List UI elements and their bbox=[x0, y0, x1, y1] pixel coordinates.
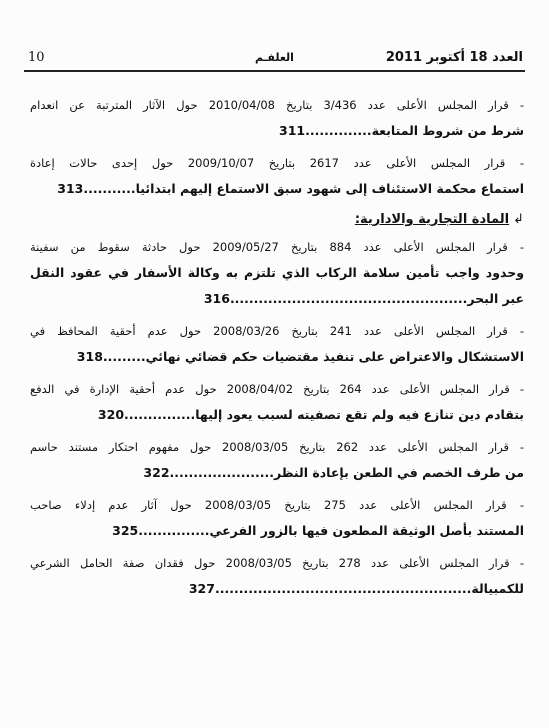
toc-entry-text: - قرار المجلس الأعلى عدد 241 بتاريخ 2008/03/26 حول عدم أحقية المحافظ في bbox=[30, 324, 524, 338]
toc-entry bbox=[30, 318, 524, 370]
toc-page-number: 322 bbox=[143, 465, 170, 480]
toc-entry-line bbox=[30, 92, 524, 118]
toc-entry-line bbox=[30, 286, 524, 312]
toc-entry-line bbox=[30, 402, 524, 428]
toc-entry-text: - قرار المجلس الأعلى عدد 278 بتاريخ 2008/03/05 حول فقدان صفة الحامل الشرعي bbox=[30, 556, 524, 570]
toc-entry-line bbox=[30, 460, 524, 486]
toc-entry-text: - قرار المجلس الأعلى عدد 2617 بتاريخ 2009/10/07 حول إحدى حالات إعادة bbox=[30, 156, 525, 170]
toc-page-number: 311 bbox=[279, 123, 306, 138]
toc-entry-line bbox=[30, 576, 524, 602]
toc-entry-text: للكمبيالة...................................................... bbox=[214, 581, 524, 596]
toc-entry bbox=[30, 376, 524, 428]
toc-entry-line bbox=[30, 260, 524, 286]
toc-entry-line bbox=[30, 118, 524, 144]
toc-entry-text: وحدود واجب تأمين سلامة الركاب الذي تلتزم به وكالة الأسفار في عقود النقل bbox=[30, 265, 524, 280]
toc-entry-line bbox=[30, 234, 524, 260]
toc-entry-text: المستند بأصل الوثيقة المطعون فيها بالزور الفرعي............... bbox=[138, 523, 524, 538]
toc-entry-line bbox=[30, 492, 524, 518]
toc-page-number: 320 bbox=[97, 407, 125, 422]
toc-entry bbox=[30, 434, 524, 486]
toc-entry-text: شرط من شروط المتابعة.............. bbox=[305, 123, 524, 138]
toc-entry bbox=[30, 92, 524, 144]
page-header bbox=[24, 48, 525, 72]
toc-page-number: 318 bbox=[76, 349, 103, 364]
section-title bbox=[30, 208, 524, 232]
toc-entry-line bbox=[30, 318, 524, 344]
toc-entry bbox=[30, 234, 524, 312]
toc-page-number: 316 bbox=[203, 291, 230, 306]
toc-entry bbox=[30, 150, 524, 202]
toc-entry-text: عبر البحر.................................................. bbox=[229, 291, 524, 306]
toc-entry-text: من طرف الخصم في الطعن بإعادة النظر...................... bbox=[169, 465, 524, 480]
toc-entry-line bbox=[30, 344, 524, 370]
toc-group-criminal bbox=[30, 92, 524, 202]
toc-page-number: 313 bbox=[57, 181, 84, 196]
journal-title: العلفـم bbox=[255, 51, 294, 64]
toc-entry-text: - قرار المجلس الأعلى عدد 884 بتاريخ 2009/05/27 حول حادثة سقوط من سفينة bbox=[30, 240, 524, 254]
section-title-text: المادة التجارية والادارية: bbox=[354, 212, 510, 227]
toc-page-number: 327 bbox=[188, 581, 215, 596]
arrow-bullet-icon: ↲ bbox=[513, 212, 524, 227]
toc-entry-line bbox=[30, 550, 524, 576]
toc-entry-text: - قرار المجلس الأعلى عدد 275 بتاريخ 2008/03/05 حول آثار عدم إدلاء صاحب bbox=[30, 498, 524, 512]
toc-group-commercial bbox=[30, 234, 524, 602]
toc-entry-line bbox=[30, 176, 524, 202]
toc-entry-text: - قرار المجلس الأعلى عدد 264 بتاريخ 2008/04/02 حول عدم أحقية الإدارة في الدفع bbox=[30, 382, 524, 396]
toc-entry bbox=[30, 492, 524, 544]
toc-entry-text: - قرار المجلس الأعلى عدد 3/436 بتاريخ 2010/04/08 حول الآثار المترتبة عن انعدام bbox=[30, 98, 524, 112]
toc-content bbox=[30, 92, 524, 608]
toc-entry-line bbox=[30, 376, 524, 402]
toc-entry-line bbox=[30, 150, 524, 176]
page-number: 10 bbox=[28, 50, 45, 65]
toc-entry bbox=[30, 550, 524, 602]
toc-entry-text: الاستشكال والاعتراض على تنفيذ مقتضيات حكم قضائي نهائي......... bbox=[102, 349, 524, 364]
toc-entry-text: بتقادم دين تنازع فيه ولم تقع تصفيته لسبب يعود إليها............... bbox=[124, 407, 524, 422]
toc-entry-line bbox=[30, 434, 524, 460]
issue-label: العدد 18 أكتوبر 2011 bbox=[385, 50, 523, 65]
toc-page-number: 325 bbox=[112, 523, 139, 538]
toc-entry-text: - قرار المجلس الأعلى عدد 262 بتاريخ 2008/03/05 حول مفهوم احتكار مستند حاسم bbox=[30, 440, 524, 454]
toc-entry-line bbox=[30, 518, 524, 544]
toc-entry-text: استماع محكمة الاستئناف إلى شهود سبق الاستماع إليهم ابتدائيا........... bbox=[83, 181, 524, 196]
